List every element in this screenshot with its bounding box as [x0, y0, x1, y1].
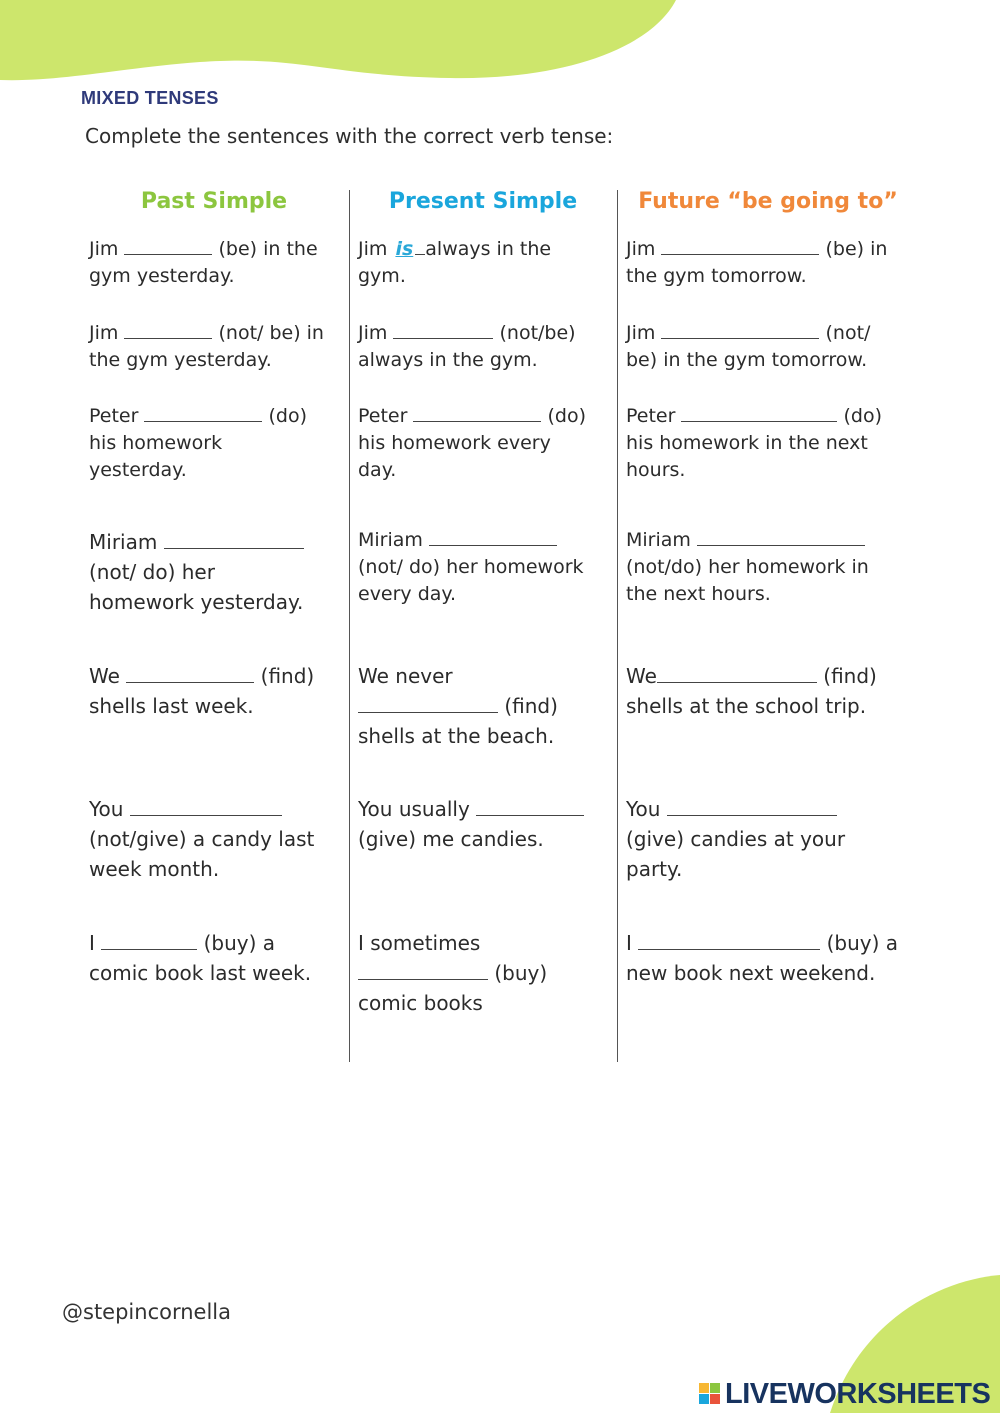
text: (not/ do) her: [89, 560, 215, 584]
instructions: Complete the sentences with the correct verb tense:: [85, 124, 614, 148]
author-handle: @stepincornella: [62, 1300, 231, 1324]
text: (do): [268, 405, 308, 427]
text: (buy) a: [203, 931, 276, 955]
text: (find): [504, 694, 558, 718]
text: We never: [358, 664, 453, 688]
text: Jim: [626, 238, 656, 260]
future-item-1: [626, 236, 887, 290]
text: (do): [843, 405, 883, 427]
column-header-present: Present Simple: [388, 189, 578, 214]
answer-blank[interactable]: [429, 527, 557, 546]
text: his homework: [89, 432, 223, 454]
text: the next hours.: [626, 583, 771, 605]
future-item-5: [626, 661, 877, 721]
text: Peter: [626, 405, 676, 427]
text: I sometimes: [358, 931, 481, 955]
present-item-4: [358, 527, 584, 608]
answer-blank[interactable]: [164, 530, 304, 549]
text: the gym tomorrow.: [626, 265, 807, 287]
answer-blank[interactable]: [124, 320, 212, 339]
text: I: [89, 931, 95, 955]
answer-blank[interactable]: [124, 236, 212, 255]
answer-blank[interactable]: [126, 664, 254, 683]
text: be) in the gym tomorrow.: [626, 349, 868, 371]
answer-blank[interactable]: [358, 694, 498, 713]
text: his homework every: [358, 432, 551, 454]
text: We: [626, 664, 657, 688]
answer-blank[interactable]: [667, 797, 837, 816]
text: day.: [358, 459, 397, 481]
answer-blank[interactable]: [638, 931, 820, 950]
answer-filled[interactable]: is: [395, 238, 414, 260]
text: (give) me candies.: [358, 827, 544, 851]
text: Jim: [89, 238, 119, 260]
brand-name: LIVEWORKSHEETS: [725, 1377, 991, 1410]
text: Jim: [358, 238, 388, 260]
column-header-past: Past Simple: [140, 189, 288, 214]
present-item-2: [358, 320, 576, 374]
future-item-2: [626, 320, 870, 374]
past-item-7: [89, 928, 311, 988]
text: Miriam: [626, 529, 691, 551]
text: (buy) a: [826, 931, 899, 955]
answer-blank[interactable]: [130, 797, 282, 816]
text: (not/give) a candy last: [89, 827, 315, 851]
text: You usually: [358, 797, 470, 821]
text: homework yesterday.: [89, 590, 304, 614]
future-item-7: [626, 928, 898, 988]
text: shells last week.: [89, 694, 254, 718]
text: I: [626, 931, 632, 955]
present-item-7: [358, 928, 547, 1018]
answer-blank[interactable]: [661, 236, 819, 255]
text: Miriam: [358, 529, 423, 551]
text: Jim: [89, 322, 119, 344]
text: Jim: [626, 322, 656, 344]
text: gym.: [358, 265, 406, 287]
text: comic books: [358, 991, 483, 1015]
text: hours.: [626, 459, 686, 481]
text: Peter: [89, 405, 139, 427]
text: party.: [626, 857, 683, 881]
text: (not/be): [499, 322, 576, 344]
text: always in the gym.: [358, 349, 538, 371]
future-item-6: [626, 794, 845, 884]
text: shells at the school trip.: [626, 694, 867, 718]
text: always in the: [425, 238, 552, 260]
text: You: [89, 797, 124, 821]
text: yesterday.: [89, 459, 187, 481]
text: Peter: [358, 405, 408, 427]
column-divider-2: [617, 190, 618, 1062]
text: the gym yesterday.: [89, 349, 272, 371]
text: Miriam: [89, 530, 158, 554]
answer-blank[interactable]: [657, 664, 817, 683]
text: new book next weekend.: [626, 961, 876, 985]
answer-blank[interactable]: [681, 403, 837, 422]
answer-blank[interactable]: [661, 320, 819, 339]
future-item-4: [626, 527, 869, 608]
past-item-4: [89, 527, 304, 617]
past-item-5: [89, 661, 314, 721]
answer-blank[interactable]: [101, 931, 197, 950]
text: (do): [547, 405, 587, 427]
text: comic book last week.: [89, 961, 312, 985]
text: (buy): [494, 961, 548, 985]
text: (be) in: [825, 238, 888, 260]
present-item-5: [358, 661, 558, 751]
past-item-1: [89, 236, 318, 290]
top-green-blob: [0, 0, 680, 90]
answer-blank[interactable]: [413, 403, 541, 422]
past-item-2: [89, 320, 324, 374]
text: (not/: [825, 322, 871, 344]
text: (find): [823, 664, 877, 688]
column-divider-1: [349, 190, 350, 1062]
answer-blank[interactable]: [144, 403, 262, 422]
text: We: [89, 664, 120, 688]
present-item-3: [358, 403, 586, 484]
text: his homework in the next: [626, 432, 868, 454]
column-header-future: Future “be going to”: [638, 189, 898, 214]
answer-blank[interactable]: [476, 797, 584, 816]
liveworksheets-logo[interactable]: [697, 1374, 990, 1414]
text: every day.: [358, 583, 456, 605]
answer-blank[interactable]: [358, 961, 488, 980]
text: (not/ do) her homework: [358, 556, 584, 578]
present-item-6: [358, 794, 584, 854]
present-item-1: [358, 236, 551, 290]
future-item-3: [626, 403, 882, 484]
answer-blank-tail: [415, 236, 425, 255]
text: shells at the beach.: [358, 724, 555, 748]
text: week month.: [89, 857, 220, 881]
page-title: MIXED TENSES: [81, 88, 219, 108]
text: (find): [260, 664, 315, 688]
past-item-6: [89, 794, 314, 884]
text: (be) in the: [218, 238, 318, 260]
text: Jim: [358, 322, 388, 344]
past-item-3: [89, 403, 307, 484]
text: (give) candies at your: [626, 827, 846, 851]
answer-blank[interactable]: [393, 320, 493, 339]
text: (not/do) her homework in: [626, 556, 869, 578]
text: gym yesterday.: [89, 265, 235, 287]
brand-blocks-icon: [697, 1379, 723, 1409]
text: You: [626, 797, 661, 821]
text: (not/ be) in: [218, 322, 324, 344]
answer-blank[interactable]: [697, 527, 865, 546]
